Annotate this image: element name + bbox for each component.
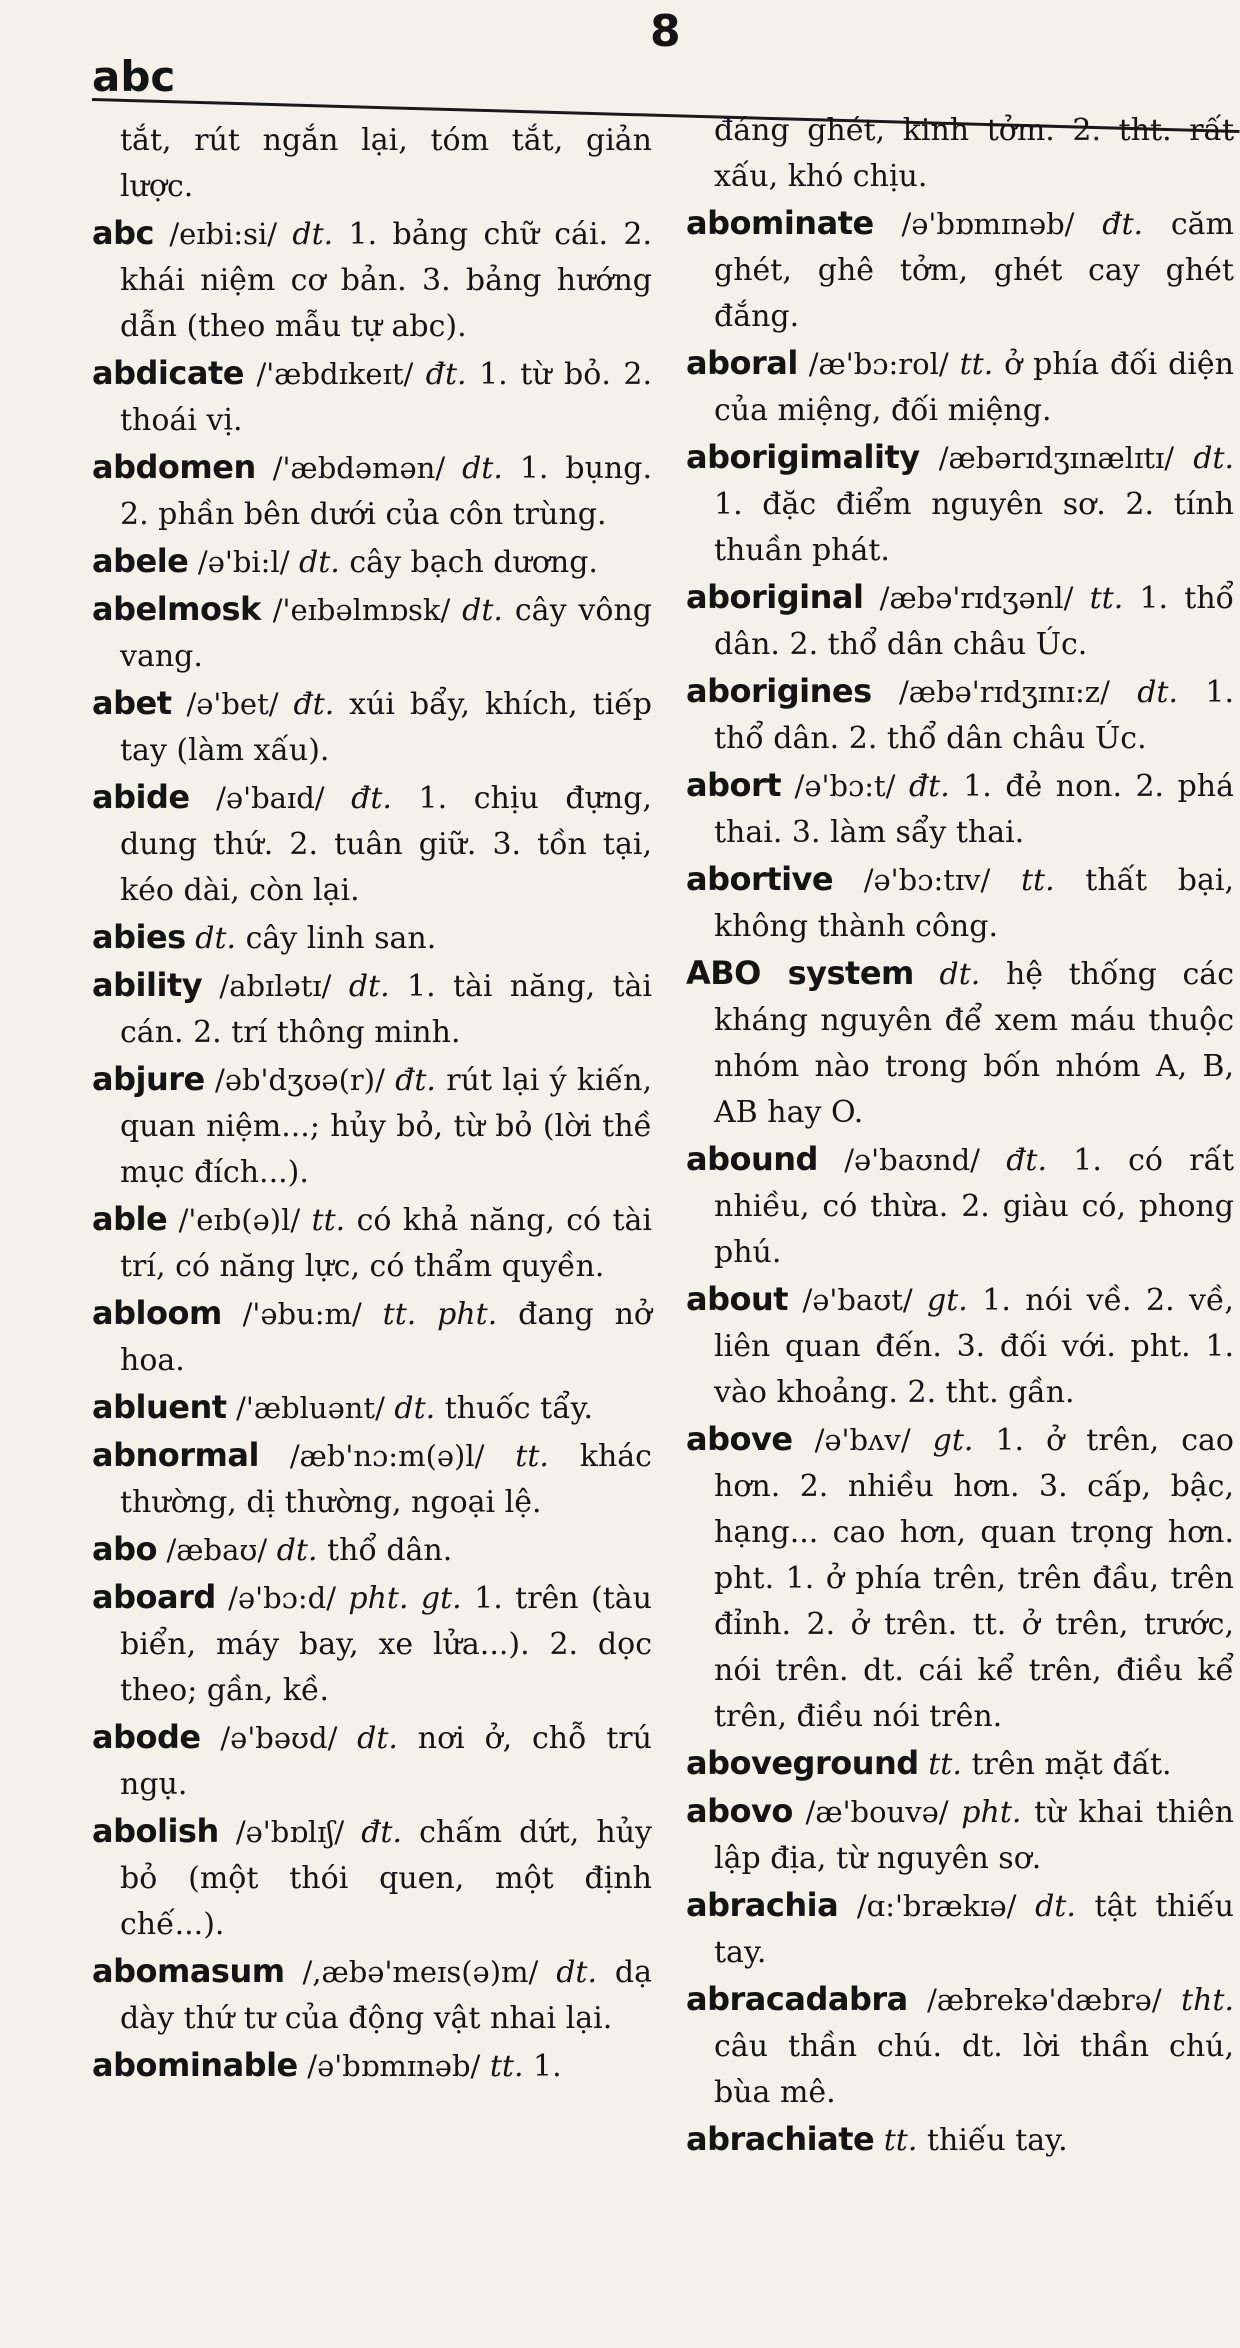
dictionary-entry bbox=[686, 856, 1234, 950]
dictionary-entry bbox=[686, 1136, 1234, 1276]
headword: aboriginal bbox=[686, 578, 864, 616]
headword: abelmosk bbox=[92, 590, 261, 628]
left-column bbox=[92, 118, 652, 2090]
definition: thổ dân. bbox=[327, 1533, 453, 1568]
definition: 1. tài năng, tài cán. 2. trí thông minh. bbox=[120, 969, 652, 1050]
definition: thuốc tẩy. bbox=[444, 1391, 594, 1426]
definition: dạ dày thứ tư của động vật nhai lại. bbox=[120, 1955, 652, 2036]
headword: abnormal bbox=[92, 1436, 259, 1474]
pronunciation: /ə'bʌv/ bbox=[814, 1423, 911, 1457]
part-of-speech: tt. bbox=[515, 1439, 549, 1474]
pronunciation: /ə'bɒmɪnəb/ bbox=[901, 207, 1075, 241]
pronunciation: /æbə'rɪdʒənl/ bbox=[879, 581, 1074, 615]
part-of-speech: dt. bbox=[1193, 441, 1234, 476]
definition: câu thần chú. dt. lời thần chú, bùa mê. bbox=[714, 2029, 1234, 2110]
pronunciation: /'æbdəmən/ bbox=[272, 451, 446, 485]
headword: abortive bbox=[686, 860, 834, 898]
definition: 1. có rất nhiều, có thừa. 2. giàu có, phong phú. bbox=[714, 1143, 1235, 1270]
pronunciation: /,æbə'meɪs(ə)m/ bbox=[302, 1955, 539, 1989]
definition: có khả năng, có tài trí, có năng lực, có thẩm quyền. bbox=[120, 1203, 653, 1284]
dictionary-entry bbox=[686, 1416, 1234, 1740]
dictionary-entry bbox=[686, 2116, 1234, 2164]
headword: about bbox=[686, 1280, 789, 1318]
definition: 1. trên (tàu biển, máy bay, xe lửa...). 2. dọc theo; gần, kề. bbox=[120, 1581, 652, 1708]
pronunciation: /ə'bɔ:t/ bbox=[794, 769, 896, 803]
definition: nơi ở, chỗ trú ngụ. bbox=[120, 1721, 652, 1802]
headword: aborigines bbox=[686, 672, 872, 710]
pronunciation: /ə'bi:l/ bbox=[197, 545, 290, 579]
pronunciation: /ə'bɒlɪʃ/ bbox=[235, 1815, 345, 1849]
dictionary-entry bbox=[92, 1432, 652, 1526]
headword: aboveground bbox=[686, 1744, 919, 1782]
pronunciation: /eɪbi:si/ bbox=[169, 217, 278, 251]
dictionary-entry bbox=[92, 1196, 652, 1290]
pronunciation: /æ'bouvə/ bbox=[805, 1795, 949, 1829]
dictionary-entry bbox=[92, 962, 652, 1056]
headword: abc bbox=[92, 214, 154, 252]
definition: thất bại, không thành công. bbox=[714, 863, 1234, 944]
definition: 1. thổ dân. 2. thổ dân châu Úc. bbox=[714, 675, 1234, 756]
pronunciation: /ə'baɪd/ bbox=[216, 781, 325, 815]
part-of-speech: tt. bbox=[883, 2123, 918, 2158]
dictionary-entry bbox=[92, 1526, 652, 1574]
dictionary-entry bbox=[92, 1714, 652, 1808]
headword: abode bbox=[92, 1718, 201, 1756]
dictionary-entry bbox=[686, 1276, 1234, 1416]
dictionary-entry bbox=[686, 108, 1234, 200]
dictionary-entry bbox=[92, 1384, 652, 1432]
part-of-speech: dt. bbox=[1035, 1889, 1076, 1924]
headword: abluent bbox=[92, 1388, 227, 1426]
pronunciation: /'əbu:m/ bbox=[242, 1297, 362, 1331]
definition: chấm dứt, hủy bỏ (một thói quen, một định chế...). bbox=[120, 1815, 652, 1942]
part-of-speech: đt. bbox=[1006, 1143, 1048, 1178]
definition: 1. chịu đựng, dung thứ. 2. tuân giữ. 3. tồn tại, kéo dài, còn lại. bbox=[120, 781, 652, 908]
definition: xúi bẩy, khích, tiếp tay (làm xấu). bbox=[120, 687, 652, 768]
pronunciation: /æbərɪdʒɪnælɪtɪ/ bbox=[938, 441, 1175, 475]
definition: 1. nói về. 2. về, liên quan đến. 3. đối với. pht. 1. vào khoảng. 2. tht. gần. bbox=[714, 1283, 1234, 1410]
part-of-speech: dt. bbox=[462, 451, 503, 486]
headword: abovo bbox=[686, 1792, 793, 1830]
part-of-speech: dt. bbox=[394, 1391, 436, 1426]
pronunciation: /'eɪbəlmɒsk/ bbox=[272, 593, 451, 627]
dictionary-entry bbox=[92, 444, 652, 538]
page-number: 8 bbox=[650, 6, 681, 57]
running-head: abc bbox=[92, 52, 176, 101]
page-header bbox=[0, 0, 1240, 110]
part-of-speech: gt. bbox=[927, 1283, 968, 1318]
definition: 1. đặc điểm nguyên sơ. 2. tính thuần phát. bbox=[714, 487, 1234, 568]
definition: 1. bụng. 2. phần bên dưới của côn trùng. bbox=[120, 451, 652, 532]
headword: abjure bbox=[92, 1060, 205, 1098]
part-of-speech: dt. bbox=[357, 1721, 398, 1756]
pronunciation: /ə'bəʊd/ bbox=[220, 1721, 338, 1755]
definition: tắt, rút ngắn lại, tóm tắt, giản lược. bbox=[120, 123, 652, 204]
dictionary-entry bbox=[92, 1290, 652, 1384]
part-of-speech: tt. bbox=[1089, 581, 1124, 616]
definition: đáng ghét, kinh tởm. 2. tht. rất xấu, khó chịu. bbox=[714, 113, 1234, 194]
definition: từ khai thiên lập địa, từ nguyên sơ. bbox=[714, 1795, 1234, 1876]
pronunciation: /ə'bɔ:d/ bbox=[228, 1581, 336, 1615]
part-of-speech: tt. bbox=[928, 1747, 962, 1782]
headword: abomasum bbox=[92, 1952, 285, 1990]
headword: abet bbox=[92, 684, 172, 722]
headword: abele bbox=[92, 542, 189, 580]
dictionary-entry bbox=[92, 118, 652, 210]
pronunciation: /æbrekə'dæbrə/ bbox=[927, 1983, 1162, 2017]
part-of-speech: đt. bbox=[361, 1815, 402, 1850]
headword: ABO system bbox=[686, 954, 914, 992]
definition: hệ thống các kháng nguyên để xem máu thuộc nhóm nào trong bốn nhóm A, B, AB hay O. bbox=[714, 957, 1234, 1130]
part-of-speech: tt. bbox=[489, 2049, 524, 2084]
part-of-speech: đt. bbox=[425, 357, 467, 392]
part-of-speech: tt. bbox=[1020, 863, 1055, 898]
pronunciation: /'æbdɪkeɪt/ bbox=[256, 357, 414, 391]
definition: 1. từ bỏ. 2. thoái vị. bbox=[120, 357, 652, 438]
pronunciation: /abɪlətɪ/ bbox=[219, 969, 332, 1003]
dictionary-entry bbox=[686, 434, 1234, 574]
dictionary-entry bbox=[92, 2042, 652, 2090]
dictionary-entry bbox=[92, 1808, 652, 1948]
headword: aboard bbox=[92, 1578, 216, 1616]
definition: khác thường, dị thường, ngoại lệ. bbox=[120, 1439, 652, 1520]
headword: abide bbox=[92, 778, 190, 816]
headword: abracadabra bbox=[686, 1980, 908, 2018]
right-column bbox=[686, 108, 1234, 2164]
part-of-speech: dt. bbox=[462, 593, 503, 628]
definition: ở phía đối diện của miệng, đối miệng. bbox=[714, 347, 1234, 428]
definition: cây bạch dương. bbox=[349, 545, 598, 580]
part-of-speech: tt. bbox=[959, 347, 994, 382]
headword: abolish bbox=[92, 1812, 219, 1850]
definition: đang nở hoa. bbox=[120, 1297, 652, 1378]
part-of-speech: dt. bbox=[292, 217, 334, 252]
definition: 1. bảng chữ cái. 2. khái niệm cơ bản. 3. bảng hướng dẫn (theo mẫu tự abc). bbox=[120, 217, 652, 344]
part-of-speech: dt. bbox=[939, 957, 981, 992]
dictionary-entry bbox=[686, 668, 1234, 762]
pronunciation: /ə'bɒmɪnəb/ bbox=[307, 2049, 481, 2083]
part-of-speech: đt. bbox=[351, 781, 392, 816]
pronunciation: /æbə'rɪdʒɪnɪ:z/ bbox=[899, 675, 1110, 709]
dictionary-entry bbox=[92, 914, 652, 962]
part-of-speech: tt. bbox=[311, 1203, 346, 1238]
dictionary-entry bbox=[686, 762, 1234, 856]
part-of-speech: đt. bbox=[908, 769, 950, 804]
part-of-speech: dt. bbox=[1137, 675, 1179, 710]
pronunciation: /'æbluənt/ bbox=[236, 1391, 385, 1425]
headword: abo bbox=[92, 1530, 157, 1568]
part-of-speech: tt. pht. bbox=[382, 1297, 498, 1332]
pronunciation: /æbaʊ/ bbox=[166, 1533, 268, 1567]
dictionary-entry bbox=[92, 680, 652, 774]
headword: abloom bbox=[92, 1294, 222, 1332]
definition: rút lại ý kiến, quan niệm...; hủy bỏ, từ bỏ (lời thề mục đích...). bbox=[120, 1063, 653, 1190]
pronunciation: /ə'baʊt/ bbox=[802, 1283, 913, 1317]
headword: abort bbox=[686, 766, 782, 804]
dictionary-entry bbox=[92, 774, 652, 914]
pronunciation: /æb'nɔ:m(ə)l/ bbox=[289, 1439, 485, 1473]
part-of-speech: dt. bbox=[299, 545, 340, 580]
part-of-speech: đt. bbox=[293, 687, 335, 722]
dictionary-entry bbox=[686, 340, 1234, 434]
definition: căm ghét, ghê tởm, ghét cay ghét đắng. bbox=[714, 207, 1234, 334]
dictionary-entry bbox=[686, 200, 1234, 340]
pronunciation: /ə'bɔ:tɪv/ bbox=[863, 863, 991, 897]
dictionary-entry bbox=[92, 538, 652, 586]
part-of-speech: pht. gt. bbox=[348, 1581, 462, 1616]
pronunciation: /əb'dʒʊə(r)/ bbox=[215, 1063, 385, 1097]
dictionary-entry bbox=[92, 1574, 652, 1714]
headword: abdomen bbox=[92, 448, 256, 486]
part-of-speech: dt. bbox=[556, 1955, 597, 1990]
dictionary-entry bbox=[686, 1788, 1234, 1882]
part-of-speech: đt. bbox=[1102, 207, 1144, 242]
dictionary-entry bbox=[92, 1056, 652, 1196]
pronunciation: /ə'bet/ bbox=[186, 687, 279, 721]
definition: 1. thổ dân. 2. thổ dân châu Úc. bbox=[714, 581, 1235, 662]
headword: aborigimality bbox=[686, 438, 920, 476]
pronunciation: /'eɪb(ə)l/ bbox=[178, 1203, 301, 1237]
definition: 1. bbox=[533, 2049, 562, 2084]
dictionary-entry bbox=[686, 950, 1234, 1136]
headword: above bbox=[686, 1420, 793, 1458]
part-of-speech: dt. bbox=[276, 1533, 318, 1568]
dictionary-entry bbox=[686, 1740, 1234, 1788]
dictionary-entry bbox=[92, 586, 652, 680]
definition: 1. đẻ non. 2. phá thai. 3. làm sẩy thai. bbox=[714, 769, 1234, 850]
definition: thiếu tay. bbox=[926, 2123, 1068, 2158]
part-of-speech: gt. bbox=[932, 1423, 974, 1458]
headword: abrachia bbox=[686, 1886, 839, 1924]
part-of-speech: đt. bbox=[395, 1063, 436, 1098]
definition: tật thiếu tay. bbox=[714, 1889, 1234, 1970]
headword: ability bbox=[92, 966, 203, 1004]
pronunciation: /ɑ:'brækɪə/ bbox=[856, 1889, 1017, 1923]
dictionary-entry bbox=[686, 1882, 1234, 1976]
dictionary-entry bbox=[686, 1976, 1234, 2116]
dictionary-entry bbox=[92, 1948, 652, 2042]
part-of-speech: dt. bbox=[195, 921, 237, 956]
part-of-speech: dt. bbox=[348, 969, 390, 1004]
dictionary-entry bbox=[92, 210, 652, 350]
definition: trên mặt đất. bbox=[971, 1747, 1172, 1782]
pronunciation: /æ'bɔ:rol/ bbox=[808, 347, 949, 381]
part-of-speech: pht. bbox=[961, 1795, 1022, 1830]
dictionary-entry bbox=[92, 350, 652, 444]
headword: abominate bbox=[686, 204, 874, 242]
headword: able bbox=[92, 1200, 168, 1238]
headword: abdicate bbox=[92, 354, 244, 392]
definition: cây linh san. bbox=[245, 921, 437, 956]
definition: 1. ở trên, cao hơn. 2. nhiều hơn. 3. cấp, bậc, hạng... cao hơn, quan trọng hơn. pht. 1. ở phía trên, trên đầu, trên đỉnh. 2. ở trên. tt. ở trên, trước, nói trên. dt. cái kể trên, điều kể trên, điều nói trên. bbox=[714, 1423, 1234, 1734]
headword: abies bbox=[92, 918, 186, 956]
headword: aboral bbox=[686, 344, 798, 382]
headword: abrachiate bbox=[686, 2120, 875, 2158]
pronunciation: /ə'baʊnd/ bbox=[844, 1143, 980, 1177]
definition: cây vông vang. bbox=[120, 593, 652, 674]
headword: abominable bbox=[92, 2046, 298, 2084]
dictionary-entry bbox=[686, 574, 1234, 668]
headword: abound bbox=[686, 1140, 818, 1178]
part-of-speech: tht. bbox=[1181, 1983, 1234, 2018]
